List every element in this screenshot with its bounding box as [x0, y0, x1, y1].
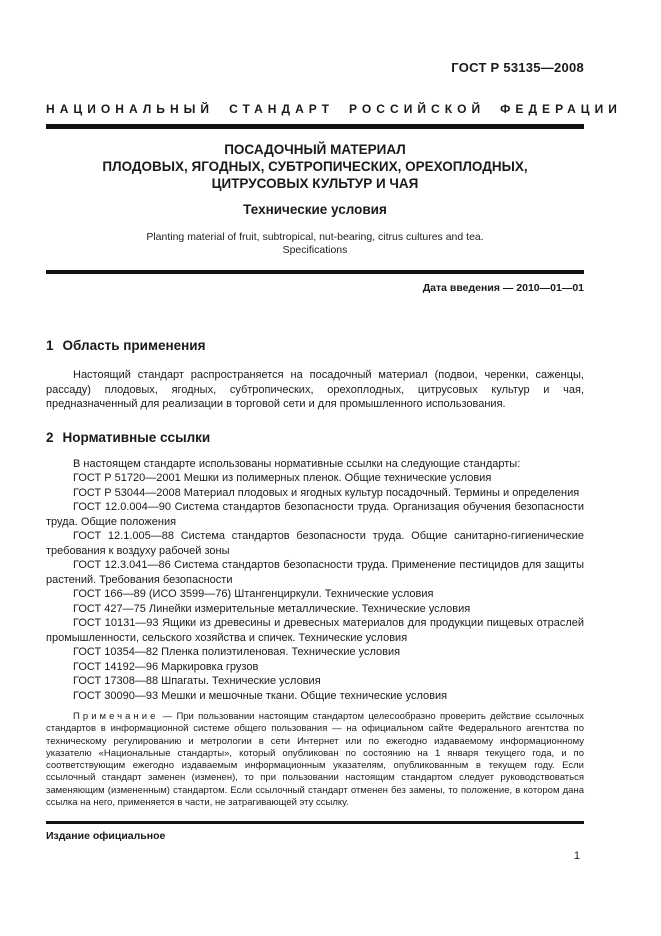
reference-item: ГОСТ Р 51720—2001 Мешки из полимерных пленок. Общие технические условия: [73, 472, 492, 484]
reference-item: ГОСТ 12.3.041—86 Система стандартов безопасности труда. Применение пестицидов для защиты растений. Требования безопасности: [46, 559, 584, 586]
reference-item: ГОСТ 10354—82 Пленка полиэтиленовая. Технические условия: [73, 646, 401, 658]
reference-item: ГОСТ 17308—88 Шпагаты. Технические условия: [73, 675, 321, 687]
section-1-paragraph: Настоящий стандарт распространяется на посадочный материал (подвои, черенки, саженцы, рассаду) плодовых, ягодных, субтропических, орехоплодных, цитрусовых культур и чая, предназначенный для реализации в торговой сети и для промышленного использования.: [46, 369, 584, 410]
reference-item: ГОСТ 10131—93 Ящики из древесины и древесных материалов для продукции пищевых отраслей промышленности, сельского хозяйства и спичек. Технические условия: [46, 617, 584, 644]
reference-item: ГОСТ 14192—96 Маркировка грузов: [73, 660, 259, 673]
section-2-note: [46, 711, 584, 809]
reference-item: ГОСТ Р 53044—2008 Материал плодовых и ягодных культур посадочный. Термины и определения: [73, 486, 580, 499]
national-standard-banner: НАЦИОНАЛЬНЫЙ СТАНДАРТ РОССИЙСКОЙ ФЕДЕРАЦИИ: [46, 102, 622, 116]
title-line-1: ПОСАДОЧНЫЙ МАТЕРИАЛ: [224, 142, 406, 157]
reference-item: ГОСТ 12.1.005—88 Система стандартов безопасности труда. Общие санитарно-гигиенические требования к воздуху рабочей зоны: [46, 530, 584, 557]
section-1-number: 1: [46, 338, 54, 353]
reference-item: ГОСТ 12.0.004—90 Система стандартов безопасности труда. Организация обучения безопасности труда. Общие положения: [46, 501, 584, 528]
footer-rule: [46, 821, 584, 824]
effective-date: Дата введения — 2010—01—01: [422, 282, 584, 294]
section-2-intro: В настоящем стандарте использованы нормативные ссылки на следующие стандарты:: [73, 457, 521, 470]
page-number: 1: [573, 850, 580, 862]
reference-item: ГОСТ 166—89 (ИСО 3599—76) Штангенциркули. Технические условия: [73, 588, 434, 600]
title-english: [46, 231, 584, 257]
title-line-3: ЦИТРУСОВЫХ КУЛЬТУР И ЧАЯ: [211, 176, 419, 191]
section-1-heading: [46, 338, 584, 353]
section-2-title: Нормативные ссылки: [62, 429, 211, 445]
title-line-2: ПЛОДОВЫХ, ЯГОДНЫХ, СУБТРОПИЧЕСКИХ, ОРЕХОПЛОДНЫХ,: [102, 159, 528, 174]
document-title: [46, 141, 584, 192]
header-rule: [46, 124, 584, 129]
title-english-line-2: Specifications: [282, 244, 348, 256]
reference-item: ГОСТ 427—75 Линейки измерительные металлические. Технические условия: [73, 602, 471, 615]
page-footer: [46, 821, 584, 862]
edition-label: Издание официальное: [46, 830, 166, 842]
section-2-number: 2: [46, 429, 54, 445]
section-2-heading: [46, 430, 584, 445]
document-subtitle: Технические условия: [243, 202, 387, 217]
note-text: — При пользовании настоящим стандартом целесообразно проверить действие ссылочных стандартов в информационной системе общего пользования — на официальном сайте Федерального агентства по техническому регулированию и метрологии в сети Интернет или по ежегодно издаваемому информационному указателю «Национальные стандарты», который опубликован по состоянию на 1 января текущего года, и по соответствующим ежегодно издаваемым информационным указателям, опубликованным в текущем году. Если ссылочный стандарт заменен (изменен), то при пользовании настоящим стандартом следует руководствоваться заменяющим (измененным) стандартом. Если ссылочный стандарт отменен без замены, то положение, в котором дана ссылка на него, применяется в части, не затрагивающей эту ссылку.: [46, 711, 585, 809]
note-label: Примечание: [73, 711, 159, 722]
standard-code: ГОСТ Р 53135—2008: [451, 60, 584, 75]
reference-item: ГОСТ 30090—93 Мешки и мешочные ткани. Общие технические условия: [73, 689, 448, 702]
title-rule: [46, 270, 584, 274]
title-english-line-1: Planting material of fruit, subtropical, nut-bearing, citrus cultures and tea.: [146, 231, 484, 243]
section-1-title: Область применения: [62, 338, 206, 353]
